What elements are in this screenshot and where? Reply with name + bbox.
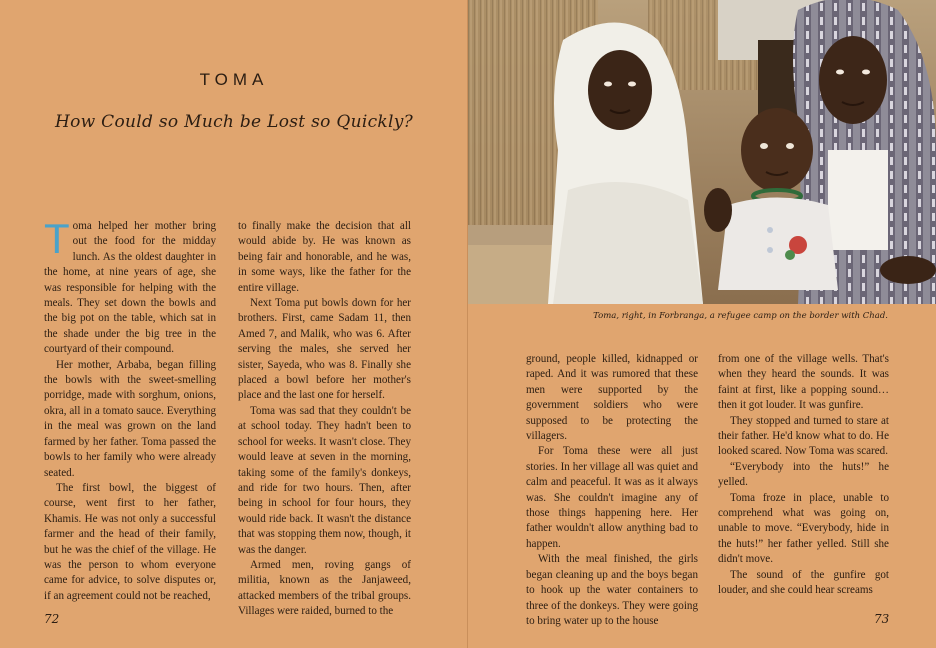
paragraph: from one of the village wells. That's when they heard the sounds. It was faint at first, like a popping sound… then it got louder. It was gunfire. bbox=[718, 353, 889, 412]
paragraph: Her mother, Arbaba, began filling the bowls with the sweet-smelling porridge, made with sorghum, onions, okra, all in a tomato sauce. Everything in the meal was grown on the land farmed by her father. Toma passed the bowls to her family who were already seated. bbox=[44, 358, 216, 479]
paragraph: ground, people killed, kidnapped or raped. And it was rumored that these men were supported by the government soldiers who were supposed to be protecting the villagers. bbox=[526, 353, 698, 443]
paragraph: “Everybody into the huts!” he yelled. bbox=[718, 460, 889, 489]
left-column-2 bbox=[238, 219, 411, 620]
page-number-right: 73 bbox=[874, 612, 890, 626]
paragraph: Toma froze in place, unable to comprehend what was going on, unable to move. “Everybody, hide in the huts!” her father yelled. Still she didn't move. bbox=[718, 491, 889, 566]
paragraph: The first bowl, the biggest of course, went first to her father, Khamis. He was not only a successful farmer and the head of their family, but he was the chief of the village. He was the person to whom everyone came for advice, to solve disputes or, if an agreement could not be reached, bbox=[44, 481, 216, 602]
paragraph: They stopped and turned to stare at their father. He'd know what to do. He looked scared. Now Toma was scared. bbox=[718, 414, 889, 458]
chapter-title: TOMA bbox=[199, 70, 269, 89]
paragraph: Next Toma put bowls down for her brothers. First, came Sadam 11, then Amed 7, and Malik, who was 6. After serving the males, she served her sister, Sayeda, who was 8. Finally she placed a bowl before her mother's place and the last one for herself. bbox=[238, 297, 411, 402]
drop-cap: T bbox=[44, 215, 70, 262]
photo-toma-refugee-camp bbox=[468, 0, 936, 304]
right-page bbox=[468, 0, 936, 648]
paragraph: Toma was sad that they couldn't be at school today. They hadn't been to school for weeks. It wasn't close. They would leave at seven in the morning, taking some of the family's donkeys, and ride for two hours. Then, after being in school for four hours, they would ride back. It wasn't the distance that was stopping them now, though, it was the danger. bbox=[238, 404, 411, 556]
page-number-left: 72 bbox=[44, 612, 60, 626]
paragraph: For Toma these were all just stories. In her village all was quiet and calm and peaceful. It was as it always was. She couldn't imagine any of those things happening here. Her father wouldn't allow anything bad to happen. bbox=[526, 445, 698, 550]
left-column-1 bbox=[44, 215, 216, 604]
paragraph: With the meal finished, the girls began cleaning up and the boys began to hook up the water containers to three of the donkeys. They were going to bring water up to the house bbox=[526, 553, 698, 627]
paragraph: Toma helped her mother bring out the food for the midday lunch. As the oldest daughter in the home, at nine years of age, she was responsible for helping with the meals. They set down the bowls and the big pot on the table, which sat in the shade under the big tree in the courtyard of their compound. bbox=[44, 215, 216, 356]
paragraph: to finally make the decision that all would abide by. He was known as being fair and honorable, and he was, in some ways, like the father for the entire village. bbox=[238, 220, 411, 294]
paragraph: The sound of the gunfire got louder, and she could hear screams bbox=[718, 568, 889, 597]
right-column-1 bbox=[526, 352, 698, 629]
photo-caption: Toma, right, in Forbranga, a refugee camp on the border with Chad. bbox=[593, 311, 888, 321]
right-column-2 bbox=[718, 352, 889, 599]
paragraph: Armed men, roving gangs of militia, known as the Janjaweed, attacked members of the tribal groups. Villages were raided, burned to the bbox=[238, 558, 411, 618]
chapter-subtitle: How Could so Much be Lost so Quickly? bbox=[54, 112, 414, 132]
